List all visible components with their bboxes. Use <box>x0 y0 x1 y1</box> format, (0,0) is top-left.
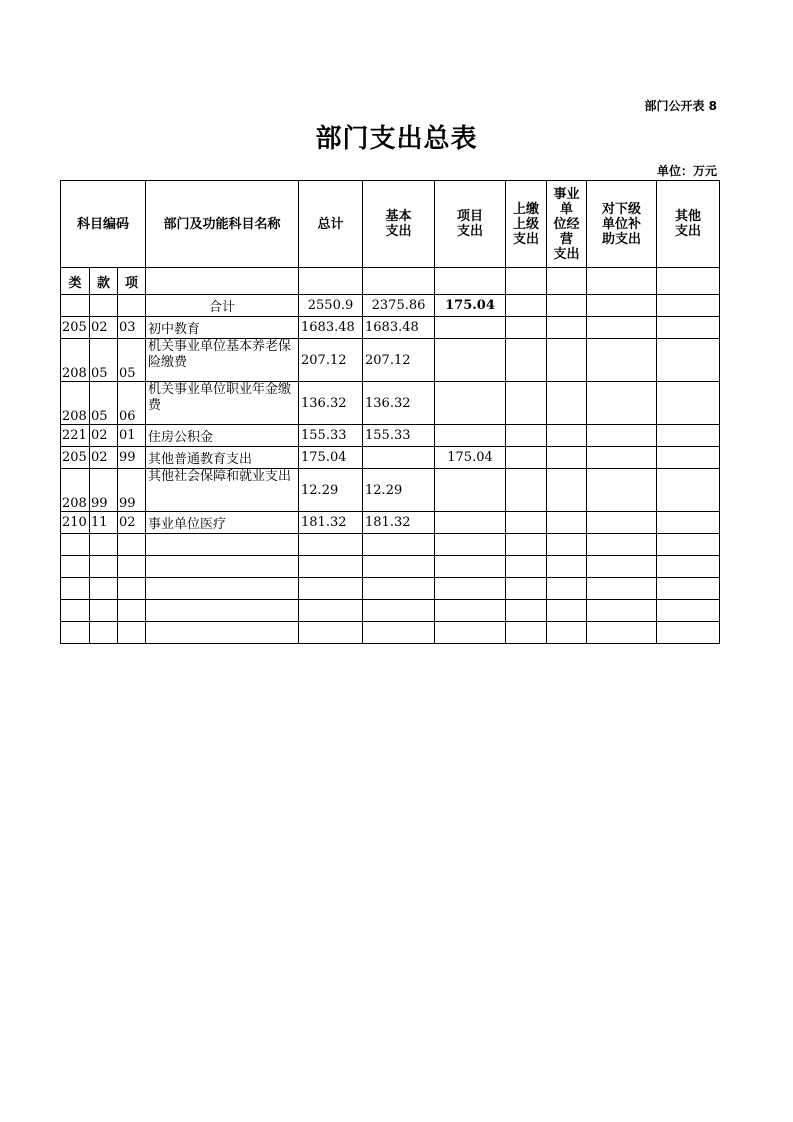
cell-kuan: 05 <box>90 382 118 425</box>
cell-total: 136.32 <box>299 382 363 425</box>
cell-xiang: 99 <box>118 447 146 469</box>
cell-lei: 208 <box>61 469 90 512</box>
cell-project <box>435 339 506 382</box>
cell-xiang: 06 <box>118 382 146 425</box>
cell-xiang: 01 <box>118 425 146 447</box>
table-row <box>61 382 720 425</box>
header-name: 部门及功能科目名称 <box>146 181 299 268</box>
cell-lei: 205 <box>61 317 90 339</box>
cell-xiang: 99 <box>118 469 146 512</box>
table-row <box>61 512 720 534</box>
cell-basic: 181.32 <box>363 512 435 534</box>
header-lei: 类 <box>61 268 90 295</box>
cell-basic: 155.33 <box>363 425 435 447</box>
cell-name: 其他普通教育支出 <box>146 447 299 469</box>
header-upper: 上缴 上级 支出 <box>506 181 547 268</box>
empty-row <box>61 556 720 578</box>
header-xiang: 项 <box>118 268 146 295</box>
total-basic: 2375.86 <box>363 295 435 317</box>
table-row <box>61 425 720 447</box>
cell-basic: 12.29 <box>363 469 435 512</box>
cell-name: 其他社会保障和就业支出 <box>146 469 299 512</box>
header-subsidy: 对下级 单位补 助支出 <box>587 181 657 268</box>
cell-total: 155.33 <box>299 425 363 447</box>
cell-project <box>435 317 506 339</box>
cell-total: 181.32 <box>299 512 363 534</box>
cell-xiang: 02 <box>118 512 146 534</box>
empty-row <box>61 578 720 600</box>
unit-label: 单位：万元 <box>656 164 717 178</box>
header-business: 事业 单 位经 营 支出 <box>547 181 587 268</box>
cell-total: 12.29 <box>299 469 363 512</box>
cell-lei: 208 <box>61 382 90 425</box>
cell-name: 事业单位医疗 <box>146 512 299 534</box>
table-row <box>61 339 720 382</box>
cell-name: 机关事业单位职业年金缴费 <box>146 382 299 425</box>
cell-total: 1683.48 <box>299 317 363 339</box>
empty-row <box>61 600 720 622</box>
cell-kuan: 11 <box>90 512 118 534</box>
header-total: 总计 <box>299 181 363 268</box>
cell-lei: 205 <box>61 447 90 469</box>
cell-kuan: 05 <box>90 339 118 382</box>
subheader-row <box>61 268 720 295</box>
total-row <box>61 295 720 317</box>
cell-project <box>435 469 506 512</box>
cell-kuan: 02 <box>90 425 118 447</box>
table-row <box>61 447 720 469</box>
empty-row <box>61 622 720 644</box>
cell-basic <box>363 447 435 469</box>
cell-total: 207.12 <box>299 339 363 382</box>
cell-project <box>435 425 506 447</box>
total-project: 175.04 <box>435 295 506 317</box>
header-project: 项目 支出 <box>435 181 506 268</box>
cell-lei: 208 <box>61 339 90 382</box>
cell-kuan: 99 <box>90 469 118 512</box>
cell-lei: 221 <box>61 425 90 447</box>
cell-basic: 1683.48 <box>363 317 435 339</box>
page-title: 部门支出总表 <box>315 124 478 154</box>
expenditure-table <box>60 180 720 644</box>
header-row <box>61 181 720 268</box>
table-row <box>61 317 720 339</box>
header-subject-code: 科目编码 <box>61 181 146 268</box>
header-kuan: 款 <box>90 268 118 295</box>
cell-xiang: 05 <box>118 339 146 382</box>
cell-basic: 136.32 <box>363 382 435 425</box>
table-row <box>61 469 720 512</box>
cell-name: 住房公积金 <box>146 425 299 447</box>
cell-kuan: 02 <box>90 317 118 339</box>
cell-basic: 207.12 <box>363 339 435 382</box>
header-basic: 基本 支出 <box>363 181 435 268</box>
cell-project <box>435 512 506 534</box>
cell-total: 175.04 <box>299 447 363 469</box>
cell-xiang: 03 <box>118 317 146 339</box>
total-label: 合计 <box>146 295 299 317</box>
cell-name: 机关事业单位基本养老保险缴费 <box>146 339 299 382</box>
cell-project <box>435 382 506 425</box>
total-total: 2550.9 <box>299 295 363 317</box>
cell-name: 初中教育 <box>146 317 299 339</box>
cell-project: 175.04 <box>435 447 506 469</box>
form-number: 部门公开表 8 <box>644 99 717 113</box>
cell-lei: 210 <box>61 512 90 534</box>
empty-row <box>61 534 720 556</box>
header-other: 其他 支出 <box>657 181 720 268</box>
cell-kuan: 02 <box>90 447 118 469</box>
